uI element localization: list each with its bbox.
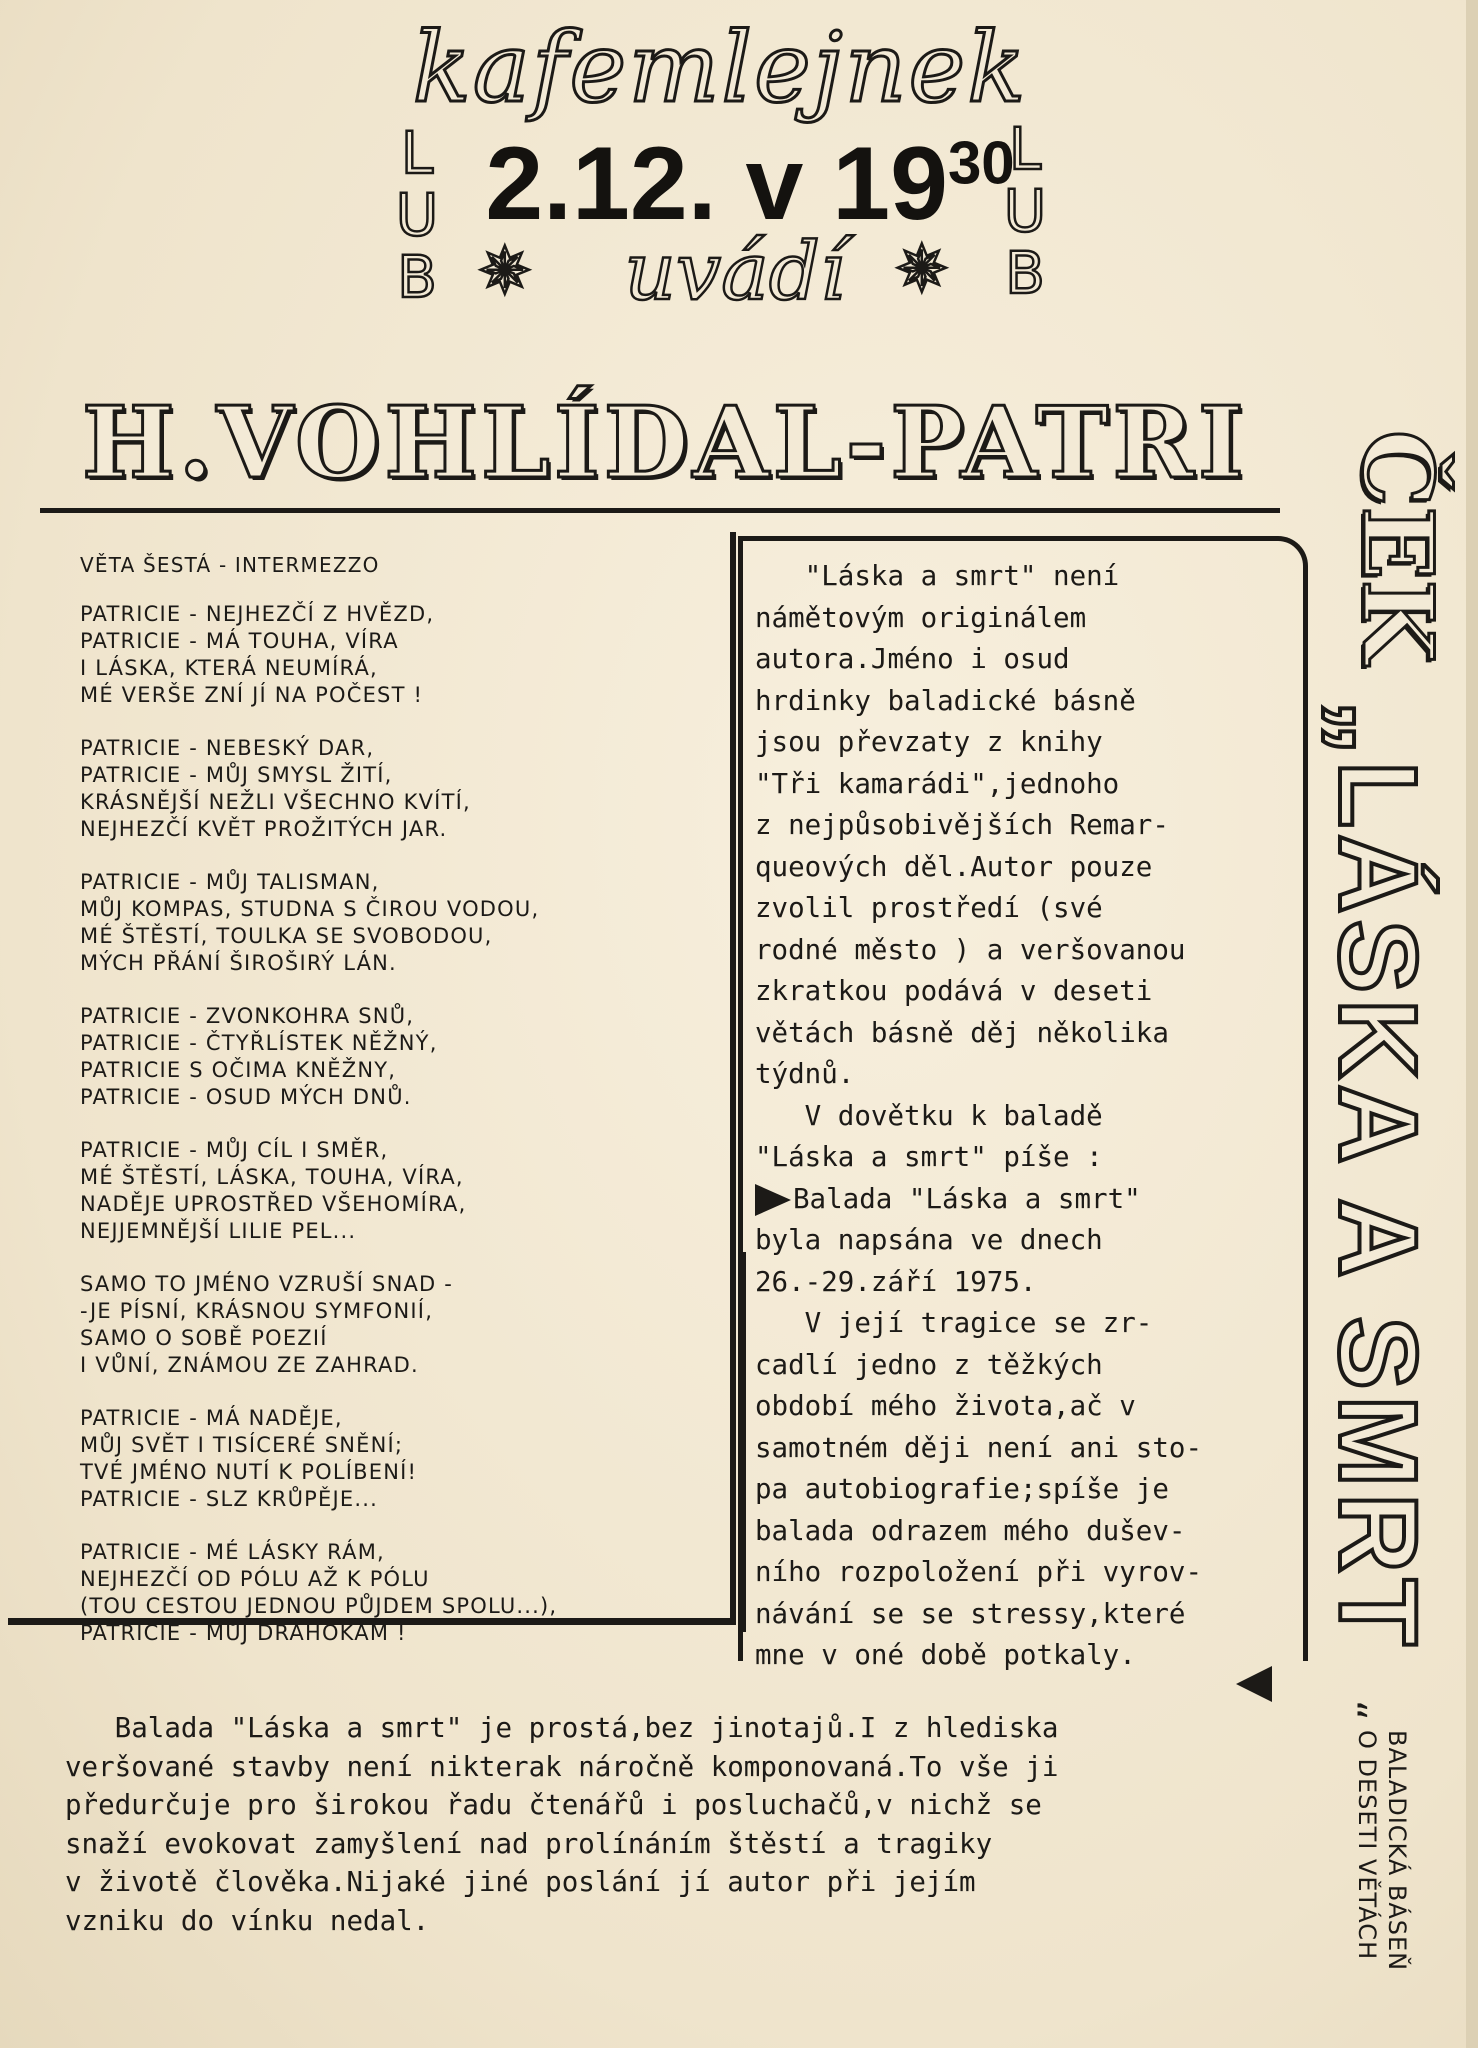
venue-title: kafemlejnek: [412, 12, 1028, 124]
poem-stanza: PATRICIE - NEBESKÝ DAR, PATRICIE - MŮJ SMYSL ŽITÍ, KRÁSNĚJŠÍ NEŽLI VŠECHNO KVÍTÍ, NEJHEZČÍ KVĚT PROŽITÝCH JAR.: [80, 736, 471, 841]
typed-commentary: "Láska a smrt" není námětovým originálem autora.Jméno i osud hrdinky baladické básně jsou převzaty z knihy "Tři kamarádi",jednoho z nejpůsobivějších Remar- queových děl.Autor pouze zvolil prostředí (své rodné město ) a veršovanou zkratkou podává v deseti větách básně děj několika týdnů. V dovětku k baladě "Láska a smrt" píše : Balada "Láska a smrt" byla napsána ve dnech 26.-29.září 1975. V její tragice se zr- cadlí jedno z těžkých období mého života,ač v samotném ději není ani sto- pa autobiografie;spíše je balada odrazem mého dušev- ního rozpoložení při vyrov- návání se se stressy,které mne v oné době potkaly.: [755, 560, 1203, 1671]
star-icon: ✵: [895, 233, 949, 307]
author-name-tail: ČEK: [1341, 430, 1454, 664]
star-icon: ✵: [478, 235, 532, 309]
poem-stanza: PATRICIE - ZVONKOHRA SNŮ, PATRICIE - ČTYŘLÍSTEK NĚŽNÝ, PATRICIE S OČIMA KNĚŽNY, PATRICIE - OSUD MÝCH DNŮ.: [80, 1004, 438, 1109]
poem-stanza: PATRICIE - MÁ NADĚJE, MŮJ SVĚT I TISÍCERÉ SNĚNÍ; TVÉ JMÉNO NUTÍ K POLÍBENÍ! PATRICIE - SLZ KRŮPĚJE...: [80, 1406, 418, 1511]
poem-stanza: PATRICIE - MŮJ TALISMAN, MŮJ KOMPAS, STUDNA S ČIROU VODOU, MÉ ŠTĚSTÍ, TOULKA SE SVOBODOU, MÝCH PŘÁNÍ ŠIROŠIRÝ LÁN.: [80, 870, 540, 975]
bottom-paragraph: Balada "Láska a smrt" je prostá,bez jinotajů.I z hlediska veršované stavby není nikterak náročně komponovaná.To vše ji předurčuje pro širokou řadu čtenářů i posluchačů,v nichž se snaží evokovat zamyšlení nad prolínáním štěstí a tragiky v životě člověka.Nijaké jiné poslání jí autor při jejím vzniku do vínku nedal.: [65, 1712, 1059, 1937]
paper-edge: [1466, 0, 1478, 2048]
quote-close-triangle-icon: [1236, 1666, 1272, 1702]
text-frame-left-line: [740, 1252, 746, 1632]
event-date-time: 2.12. v $19^{30}$: [485, 126, 1015, 242]
poem-stanza: PATRICIE - NEJHEZČÍ Z HVĚZD, PATRICIE - MÁ TOUHA, VÍRA I LÁSKA, KTERÁ NEUMÍRÁ, MÉ VERŠE ZNÍ JÍ NA POČEST !: [80, 602, 435, 707]
poem-stanza: PATRICIE - MŮJ CÍL I SMĚR, MÉ ŠTĚSTÍ, LÁSKA, TOUHA, VÍRA, NADĚJE UPROSTŘED VŠEHOMÍRA, NEJJEMNĚJŠÍ LILIE PEL...: [80, 1138, 467, 1243]
poem: [80, 552, 720, 1673]
lub-left: L U B: [395, 119, 439, 311]
event-time-minutes: 30: [947, 129, 1015, 197]
poem-stanza: PATRICIE - MÉ LÁSKY RÁM, NEJHEZČÍ OD PÓLU AŽ K PÓLU (TOU CESTOU JEDNOU PŮJDEM SPOLU...), PATRICIE - MŮJ DRAHOKAM !: [80, 1540, 558, 1645]
poem-stanza: SAMO TO JMÉNO VZRUŠÍ SNAD - -JE PÍSNÍ, KRÁSNOU SYMFONIÍ, SAMO O SOBĚ POEZIÍ I VŮNÍ, ZNÁMOU ZE ZAHRAD.: [80, 1272, 454, 1377]
quote-open-triangle-icon: [755, 1184, 791, 1216]
lub-right: L U B: [1003, 115, 1047, 307]
frame-top-line: [40, 508, 1280, 513]
presents-label: uvádí: [624, 225, 846, 318]
poem-title: VĚTA ŠESTÁ - INTERMEZZO: [80, 553, 380, 577]
work-subtitle-vertical: BALADICKÁ BÁSEŇ O DESETI VĚTÁCH: [1353, 1730, 1411, 1972]
closing-quote-mark: “: [1328, 1700, 1374, 1721]
work-title-vertical: „LÁSKA A SMRT: [1316, 700, 1439, 1652]
author-name: H.VOHLÍDAL-PATRI: [82, 386, 1248, 501]
